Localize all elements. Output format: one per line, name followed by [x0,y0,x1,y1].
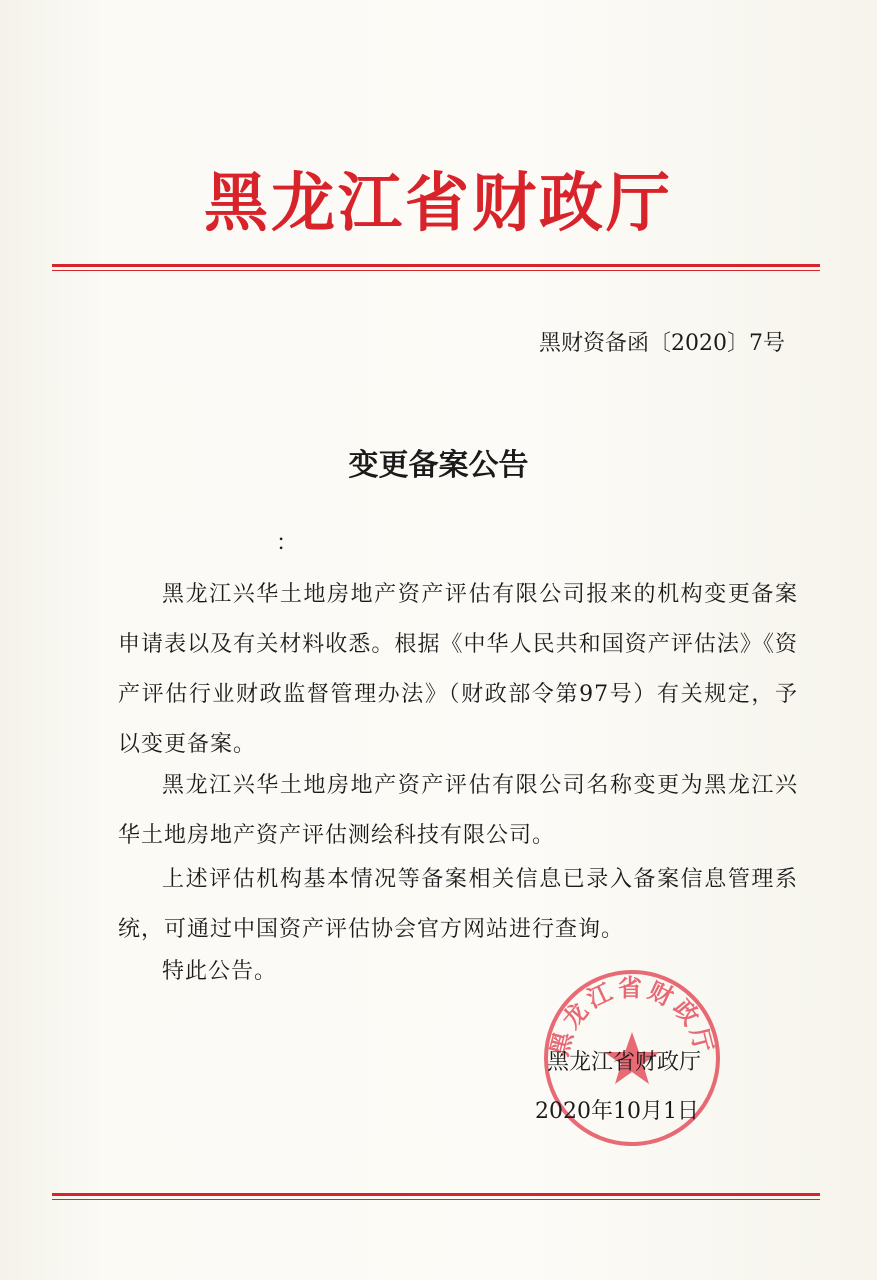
closing-statement: 特此公告。 [162,959,278,984]
body-paragraph-1: 黑龙江兴华土地房地产资产评估有限公司报来的机构变更备案申请表以及有关材料收悉。根据《中华人民共和国资产评估法》《资产评估行业财政监督管理办法》（财政部令第97号）有关规定，予以变更备案。 [118,582,798,757]
footer-red-rule-thin [52,1199,820,1200]
document-number: 黑财资备函〔2020〕7号 [539,331,785,356]
svg-text:黑龙江省财政厅: 黑龙江省财政厅 [545,974,719,1060]
salutation: ： [276,531,299,556]
body-paragraph-2: 黑龙江兴华土地房地产资产评估有限公司名称变更为黑龙江兴华土地房地产资产评估测绘科技有限公司。 [118,773,798,848]
letterhead-red-rule [52,264,820,267]
body-paragraph-3: 上述评估机构基本情况等备案相关信息已录入备案信息管理系统，可通过中国资产评估协会官方网站进行查询。 [118,867,798,942]
letterhead-org-name: 黑龙江省财政厅 [204,167,673,241]
signer-name: 黑龙江省财政厅 [547,1050,702,1075]
signature-date: 2020年10月1日 [535,1099,699,1124]
letterhead-red-rule-thin [52,270,820,271]
page-title: 变更备案公告 [348,448,529,483]
footer-red-rule [52,1193,820,1196]
